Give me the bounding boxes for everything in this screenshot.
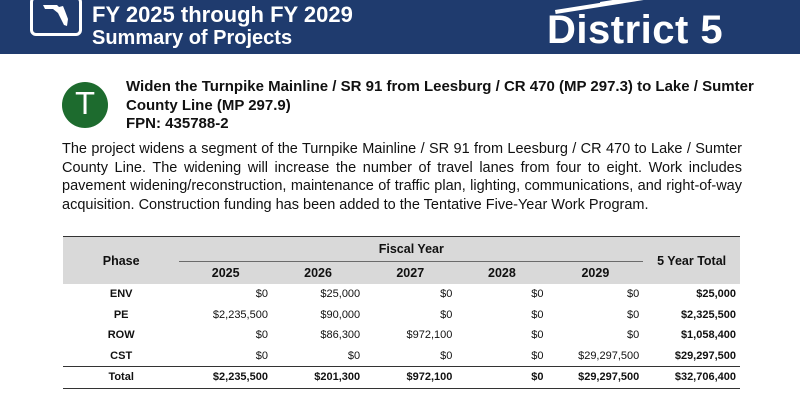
grand-total-cell: $32,706,400 xyxy=(643,367,740,389)
year-header: 2028 xyxy=(456,262,547,285)
total-value-cell: $0 xyxy=(456,367,547,389)
total-value-cell: $201,300 xyxy=(272,367,364,389)
value-cell: $0 xyxy=(531,288,544,301)
value-cell: $25,000 xyxy=(320,288,361,301)
district-label: District 5 xyxy=(547,8,724,52)
page-title-line2: Summary of Projects xyxy=(92,27,293,49)
table-row xyxy=(63,325,740,346)
value-cell: $972,100 xyxy=(406,329,453,342)
phase-cell: ROW xyxy=(107,329,135,342)
year-header: 2029 xyxy=(548,262,644,285)
total-row xyxy=(63,367,740,389)
value-cell: $0 xyxy=(440,349,453,362)
phase-cell: CST xyxy=(110,349,133,362)
page-title-line1: FY 2025 through FY 2029 xyxy=(92,2,353,27)
project-fpn: FPN: 435788-2 xyxy=(126,115,229,132)
value-cell: $0 xyxy=(627,308,640,321)
total-value-cell: $2,235,500 xyxy=(179,367,272,389)
table-row xyxy=(63,305,740,326)
year-header: 2025 xyxy=(179,262,272,285)
value-cell: $2,235,500 xyxy=(212,308,268,321)
funding-table xyxy=(63,236,740,389)
value-cell: $86,300 xyxy=(320,329,361,342)
value-cell: $0 xyxy=(440,288,453,301)
value-cell: $29,297,500 xyxy=(578,349,640,362)
florida-state-icon xyxy=(41,1,71,29)
value-cell: $0 xyxy=(531,329,544,342)
decorative-stripe xyxy=(600,0,719,6)
year-header: 2026 xyxy=(272,262,364,285)
five-year-total-header: 5 Year Total xyxy=(643,237,740,285)
row-total-cell: $2,325,500 xyxy=(680,308,736,321)
value-cell: $0 xyxy=(531,349,544,362)
phase-cell: PE xyxy=(113,308,129,321)
total-label-cell: Total xyxy=(63,367,179,389)
total-value-cell: $29,297,500 xyxy=(548,367,644,389)
table-row xyxy=(63,284,740,305)
value-cell: $0 xyxy=(255,329,268,342)
row-total-cell: $1,058,400 xyxy=(680,329,736,342)
value-cell: $0 xyxy=(255,349,268,362)
total-value-cell: $972,100 xyxy=(364,367,456,389)
value-cell: $0 xyxy=(531,308,544,321)
fiscal-year-header: Fiscal Year xyxy=(179,237,643,262)
logo xyxy=(30,0,82,36)
table-row xyxy=(63,346,740,367)
value-cell: $0 xyxy=(347,349,361,362)
value-cell: $90,000 xyxy=(320,308,361,321)
row-total-cell: $29,297,500 xyxy=(674,349,736,362)
project-title: Widen the Turnpike Mainline / SR 91 from Leesburg / CR 470 (MP 297.3) to Lake / Sumter County Line (MP 297.9) xyxy=(126,78,754,114)
value-cell: $0 xyxy=(255,288,268,301)
value-cell: $0 xyxy=(627,329,640,342)
value-cell: $0 xyxy=(627,288,640,301)
turnpike-badge: T xyxy=(62,82,108,128)
phase-header: Phase xyxy=(63,237,179,285)
value-cell: $0 xyxy=(440,308,453,321)
project-description: The project widens a segment of the Turnpike Mainline / SR 91 from Leesburg / CR 470 to Lake / Sumter County Line. The widening will increase the number of travel lanes from four to eight. Work includes pavement widening/reconstruction, maintenance of traffic plan, lighting, communications, and right-of-way acquisition. Construction funding has been added to the Tentative Five-Year Work Program. xyxy=(62,141,742,213)
phase-cell: ENV xyxy=(109,288,133,301)
row-total-cell: $25,000 xyxy=(696,288,736,301)
header-banner xyxy=(0,0,800,54)
year-header: 2027 xyxy=(364,262,456,285)
